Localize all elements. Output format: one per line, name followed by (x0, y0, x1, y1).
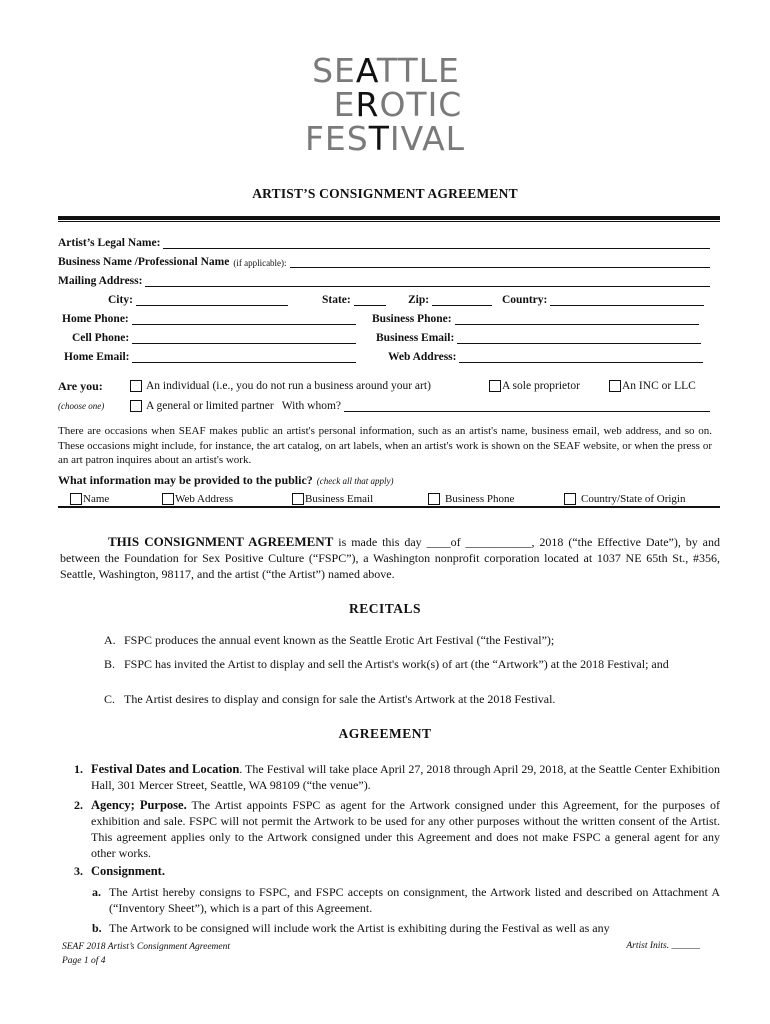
intro-lead: THIS CONSIGNMENT AGREEMENT (108, 534, 334, 549)
mailing-address-field[interactable] (145, 275, 710, 287)
zip-field[interactable] (432, 294, 492, 306)
festival-dates-heading: Festival Dates and Location (91, 762, 240, 776)
if-applicable-note: (if applicable): (233, 258, 287, 268)
footer-document-name: SEAF 2018 Artist’s Consignment Agreement (62, 942, 231, 952)
city-label: City: (108, 294, 133, 306)
business-email-field[interactable] (457, 332, 701, 344)
zip-row (408, 294, 492, 306)
public-web-option[interactable]: Web Address (162, 493, 233, 505)
recital-b: B. FSPC has invited the Artist to display and sell the Artist's work(s) of art (the “Artwork”) at the 2018 Festival; and (104, 657, 669, 671)
mailing-address-row (58, 275, 710, 287)
festival-logo (0, 51, 770, 158)
artist-info-form (58, 216, 720, 508)
with-whom-label: With whom? (281, 400, 341, 412)
logo-line-3: FESTIVAL (304, 119, 466, 158)
privacy-note: There are occasions when SEAF makes public an artist's personal information, such as an artist's name, business email, web address, and so on. These occasions might include, for instance, the art catalog, on art labels, when an artist's work is shown on the SEAF website, or when the press or an art patron inquires about an artist's work. (58, 425, 712, 466)
choose-one-note: (choose one) (58, 401, 105, 411)
city-row (108, 294, 288, 306)
are-you-label-row (58, 379, 103, 394)
footer-page-number: Page 1 of 4 (62, 956, 106, 966)
footer-artist-initials[interactable]: Artist Inits. ______ (626, 941, 700, 951)
web-address-label: Web Address: (388, 351, 457, 363)
sole-proprietor-checkbox[interactable] (489, 380, 501, 392)
public-country-checkbox[interactable] (564, 493, 576, 505)
consignment-heading: Consignment. (91, 864, 165, 878)
partner-label: A general or limited partner (146, 400, 274, 412)
intro-paragraph (60, 534, 720, 582)
with-whom-field[interactable] (344, 404, 710, 412)
legal-name-label: Artist’s Legal Name: (58, 237, 161, 249)
agreement-item-1: 1. Festival Dates and Location. The Festival will take place April 27, 2018 through April 29, 2018, at the Seattle Center Exhibition Hall, 301 Mercer Street, Seattle, WA 98109 (“the venue”). (74, 762, 720, 792)
country-label: Country: (502, 294, 548, 306)
recitals-heading: RECITALS (348, 601, 422, 616)
partner-checkbox[interactable] (130, 400, 142, 412)
agreement-item-2: 2. Agency; Purpose. The Artist appoints FSPC as agent for the Artwork consigned under this Agreement, for the purposes of exhibition and sale. FSPC will not permit the Artwork to be used for any other purposes without the written consent of the Artist. This agreement applies only to the Artwork consigned under this Agreement and does not make FSPC a general agent for any other works. (74, 798, 720, 860)
cell-phone-field[interactable] (132, 332, 356, 344)
agency-purpose-heading: Agency; Purpose. (91, 798, 187, 812)
sole-proprietor-label: A sole proprietor (502, 380, 580, 392)
legal-name-row (58, 237, 710, 249)
public-email-option[interactable]: Business Email (292, 493, 373, 505)
individual-label: An individual (i.e., you do not run a business around your art) (146, 380, 431, 392)
public-name-option[interactable]: Name (70, 493, 109, 505)
agreement-heading: AGREEMENT (338, 726, 432, 741)
web-address-field[interactable] (459, 351, 703, 363)
business-name-field[interactable] (290, 256, 710, 268)
web-address-row (388, 351, 703, 363)
agreement-item-3: 3. Consignment. (74, 864, 165, 878)
state-row (322, 294, 386, 306)
public-phone-option[interactable]: Business Phone (428, 493, 514, 505)
public-phone-checkbox[interactable] (428, 493, 440, 505)
intro-text: is made this day ____of ___________, 2018 (“the Effective Date”), by and between the Foundation for Sex Positive Culture (“FSPC”), a Washington nonprofit corporation located at 1037 NE 65th St., #356, Seattle, Washington, 98117, and the artist (“the Artist”) named above. (60, 535, 721, 581)
home-phone-label: Home Phone: (62, 313, 129, 325)
cell-phone-row (72, 332, 356, 344)
mailing-address-label: Mailing Address: (58, 275, 143, 287)
public-name-checkbox[interactable] (70, 493, 82, 505)
business-name-row (58, 256, 710, 268)
individual-checkbox[interactable] (130, 380, 142, 392)
recital-a: A. FSPC produces the annual event known as the Seattle Erotic Art Festival (“the Festival”); (104, 633, 555, 647)
home-phone-field[interactable] (132, 313, 356, 325)
option-inc-llc[interactable] (609, 380, 696, 392)
recital-c: C. The Artist desires to display and consign for sale the Artist's Artwork at the 2018 Festival. (104, 692, 556, 706)
public-email-checkbox[interactable] (292, 493, 304, 505)
business-email-label: Business Email: (376, 332, 455, 344)
document-title: ARTIST’S CONSIGNMENT AGREEMENT (252, 186, 518, 201)
consignment-sub-b: b. The Artwork to be consigned will include work the Artist is exhibiting during the Festival as well as any (92, 921, 610, 935)
option-sole-proprietor[interactable] (489, 380, 580, 392)
inc-llc-label: An INC or LLC (622, 380, 696, 392)
public-web-checkbox[interactable] (162, 493, 174, 505)
cell-phone-label: Cell Phone: (72, 332, 130, 344)
legal-name-field[interactable] (163, 237, 710, 249)
home-phone-row (62, 313, 356, 325)
business-phone-field[interactable] (455, 313, 699, 325)
logo-line-2: EROTIC (333, 85, 463, 124)
option-partner[interactable] (130, 400, 710, 412)
public-info-question: What information may be provided to the public? (check all that apply) (58, 473, 394, 487)
option-individual[interactable] (130, 380, 431, 392)
state-label: State: (322, 294, 351, 306)
home-email-field[interactable] (132, 351, 356, 363)
zip-label: Zip: (408, 294, 430, 306)
home-email-label: Home Email: (64, 351, 130, 363)
city-field[interactable] (136, 294, 288, 306)
are-you-label: Are you: (58, 379, 103, 393)
inc-llc-checkbox[interactable] (609, 380, 621, 392)
check-all-note: (check all that apply) (316, 475, 394, 486)
business-email-row (376, 332, 701, 344)
public-country-option[interactable]: Country/State of Origin (564, 493, 686, 505)
home-email-row (64, 351, 356, 363)
consignment-sub-a: a. The Artist hereby consigns to FSPC, and FSPC accepts on consignment, the Artwork listed and described on Attachment A (“Inventory Sheet”), which is a part of this Agreement. (92, 885, 720, 915)
state-field[interactable] (354, 294, 386, 306)
business-phone-row (372, 313, 699, 325)
country-row (502, 294, 704, 306)
business-name-label: Business Name /Professional Name (58, 256, 230, 268)
country-field[interactable] (550, 294, 704, 306)
logo-line-1: SEATTLE (312, 51, 460, 90)
business-phone-label: Business Phone: (372, 313, 452, 325)
